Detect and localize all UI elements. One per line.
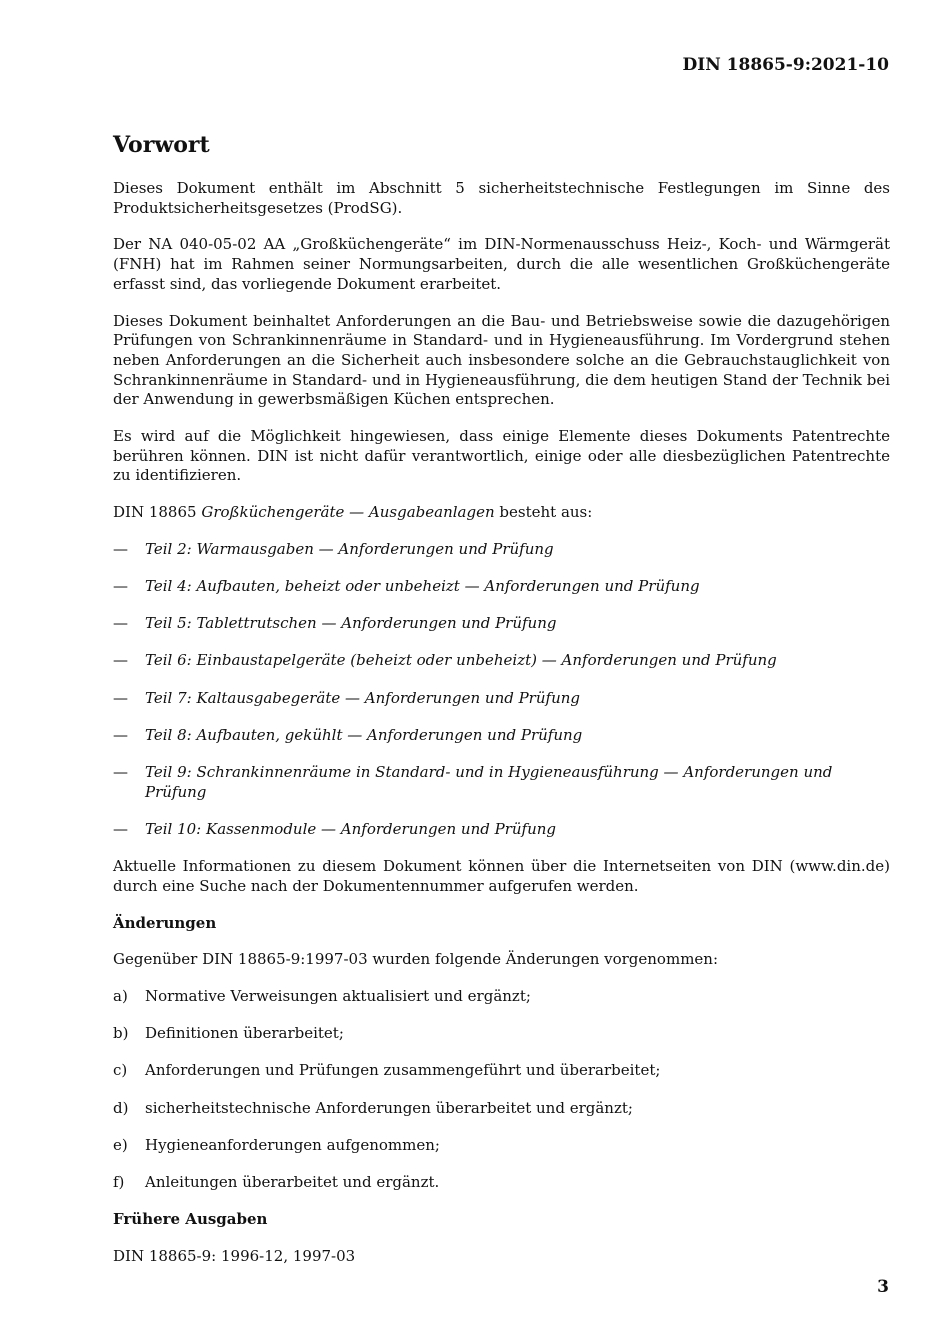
dash-marker: — <box>113 651 128 670</box>
paragraph: Dieses Dokument beinhaltet Anforderungen an die Bau- und Betriebsweise sowie die dazugehörigen Prüfungen von Schrankinnenräume in Standard- und in Hygieneausführung. Im Vordergrund stehen neben Anforderungen an die Sicherheit auch insbesondere solche an die Gebrauchstauglichkeit von Schrankinnenräume in Standard- und in Hygieneausführung, die dem heutigen Stand der Technik bei der Anwendung in gewerbsmäßigen Küchen entsprechen. <box>113 311 890 409</box>
series-intro-suffix: besteht aus: <box>494 503 593 522</box>
list-item <box>113 1024 890 1044</box>
paragraph: Der NA 040-05-02 AA „Großküchengeräte“ im DIN-Normenausschuss Heiz-, Koch- und Wärmgerät (FNH) hat im Rahmen seiner Normungsarbeiten, durch die alle wesentlichen Großküchengeräte erfasst sind, das vorliegende Dokument erarbeitet. <box>113 235 890 293</box>
list-item <box>113 540 890 560</box>
list-item <box>113 763 890 802</box>
item-text: Definitionen überarbeitet; <box>145 1024 344 1043</box>
series-intro <box>113 503 890 523</box>
list-item <box>113 1099 890 1119</box>
item-marker: f) <box>113 1173 125 1191</box>
item-marker: a) <box>113 986 128 1005</box>
list-item <box>113 651 890 671</box>
part-title: Teil 7: Kaltausgabegeräte — Anforderungen und Prüfung <box>145 688 580 707</box>
part-title: Teil 10: Kassenmodule — Anforderungen und Prüfung <box>145 819 557 838</box>
part-title: Teil 4: Aufbauten, beheizt oder unbeheizt — Anforderungen und Prüfung <box>145 577 700 596</box>
paragraph: Dieses Dokument enthält im Abschnitt 5 sicherheitstechnische Festlegungen im Sinne des Produktsicherheitsgesetzes (ProdSG). <box>113 179 890 217</box>
dash-marker: — <box>113 577 128 596</box>
document-code: DIN 18865-9:2021-10 <box>682 55 889 75</box>
previous-editions-text: DIN 18865-9: 1996-12, 1997-03 <box>113 1246 356 1265</box>
part-title: Teil 9: Schrankinnenräume in Standard- und in Hygieneausführung — Anforderungen und Prüfung <box>145 763 833 801</box>
series-title: Großküchengeräte — Ausgabeanlagen <box>201 503 495 522</box>
part-title: Teil 5: Tablettrutschen — Anforderungen und Prüfung <box>145 614 557 633</box>
item-marker: c) <box>113 1061 128 1080</box>
section-title: Vorwort <box>113 132 210 158</box>
item-text: Normative Verweisungen aktualisiert und ergänzt; <box>145 986 531 1005</box>
part-title: Teil 2: Warmausgaben — Anforderungen und Prüfung <box>145 539 554 558</box>
item-marker: e) <box>113 1135 128 1154</box>
list-item <box>113 987 890 1007</box>
item-marker: d) <box>113 1098 129 1117</box>
list-item <box>113 577 890 597</box>
changes-list <box>113 987 890 1193</box>
item-text: Hygieneanforderungen aufgenommen; <box>145 1135 440 1154</box>
list-item <box>113 1173 890 1193</box>
dash-marker: — <box>113 539 128 558</box>
item-text: Anleitungen überarbeitet und ergänzt. <box>145 1173 440 1191</box>
list-item <box>113 820 890 840</box>
paragraph: Es wird auf die Möglichkeit hingewiesen, dass einige Elemente dieses Dokuments Patentrechte berühren können. DIN ist nicht dafür verantwortlich, einige oder alle diesbezüglichen Patentrechte zu identifizieren. <box>113 427 890 485</box>
list-item <box>113 1061 890 1081</box>
item-marker: b) <box>113 1024 129 1043</box>
changes-heading: Änderungen <box>113 913 217 932</box>
dash-marker: — <box>113 614 128 633</box>
parts-list <box>113 540 890 840</box>
previous-editions-heading: Frühere Ausgaben <box>113 1210 268 1229</box>
dash-marker: — <box>113 688 128 707</box>
dash-marker: — <box>113 725 128 744</box>
part-title: Teil 8: Aufbauten, gekühlt — Anforderungen und Prüfung <box>145 725 583 744</box>
page-number: 3 <box>877 1277 889 1297</box>
dash-marker: — <box>113 819 128 838</box>
list-item <box>113 726 890 746</box>
item-text: sicherheitstechnische Anforderungen überarbeitet und ergänzt; <box>145 1098 633 1117</box>
list-item <box>113 614 890 634</box>
page-content <box>113 131 890 1284</box>
item-text: Anforderungen und Prüfungen zusammengeführt und überarbeitet; <box>145 1061 661 1080</box>
list-item <box>113 689 890 709</box>
dash-marker: — <box>113 763 128 782</box>
part-title: Teil 6: Einbaustapelgeräte (beheizt oder unbeheizt) — Anforderungen und Prüfung <box>145 651 777 670</box>
series-intro-prefix: DIN 18865 <box>113 503 202 522</box>
changes-intro: Gegenüber DIN 18865-9:1997-03 wurden folgende Änderungen vorgenommen: <box>113 950 719 969</box>
list-item <box>113 1136 890 1156</box>
info-paragraph: Aktuelle Informationen zu diesem Dokument können über die Internetseiten von DIN (www.din.de) durch eine Suche nach der Dokumentennummer aufgerufen werden. <box>113 857 890 895</box>
